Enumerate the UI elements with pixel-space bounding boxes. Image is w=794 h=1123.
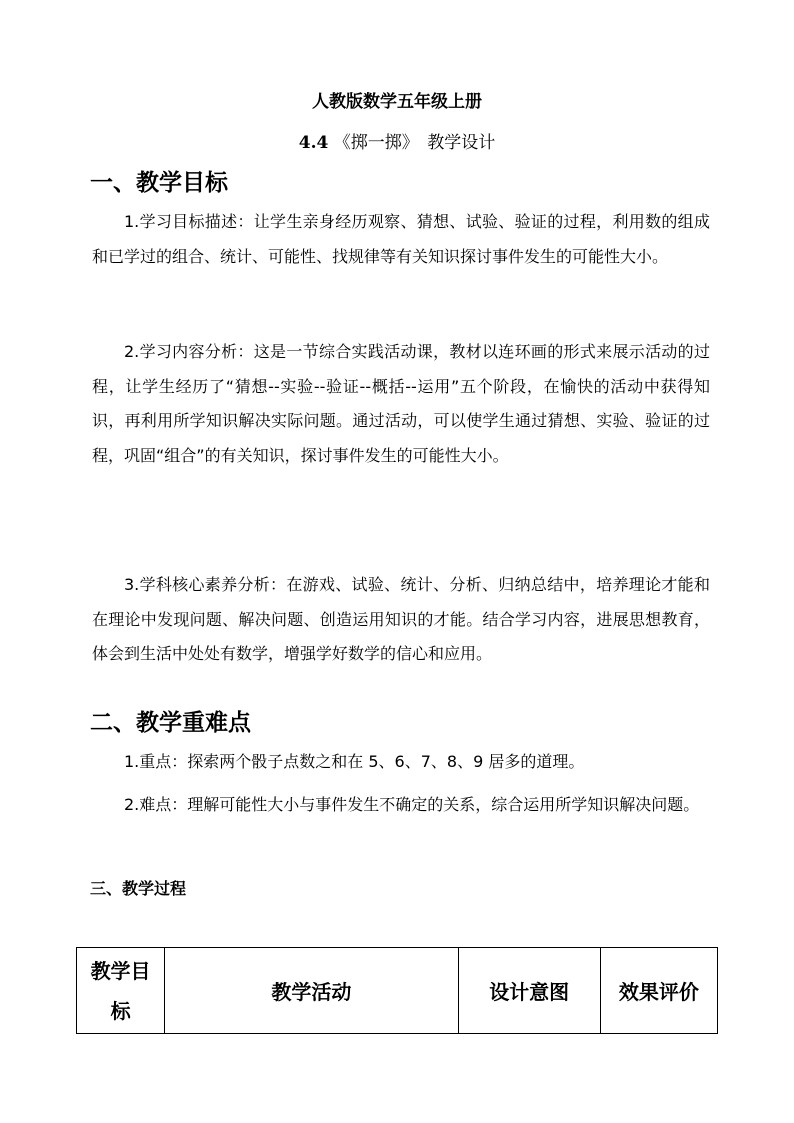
section-heading-key-points: 二、教学重难点 — [90, 710, 251, 736]
lesson-title: 《掷一掷》 教学设计 — [333, 133, 496, 153]
lesson-number: 4.4 — [298, 133, 329, 153]
table-header-row — [77, 948, 718, 1034]
section-heading-objectives: 一、教学目标 — [90, 170, 228, 196]
key-point-paragraph: 1.重点：探索两个骰子点数之和在 5、6、7、8、9 居多的道理。 — [124, 752, 585, 771]
document-title: 人教版数学五年级上册 — [312, 92, 482, 112]
section-heading-process: 三、教学过程 — [90, 879, 187, 898]
objective-paragraph-2: 2.学习内容分析：这是一节综合实践活动课，教材以连环画的形式来展示活动的过程，让学生经历了“猜想--实验--验证--概括--运用”五个阶段，在愉快的活动中获得知识，再利用所学知识解决实际问题。通过活动，可以使学生通过猜想、实验、验证的过程，巩固“组合”的有关知识，探讨事件发生的可能性大小。 — [92, 342, 710, 465]
teaching-process-table — [76, 947, 718, 1034]
header-design-intent: 设计意图 — [458, 948, 600, 1034]
difficulty-paragraph: 2.难点：理解可能性大小与事件发生不确定的关系，综合运用所学知识解决问题。 — [124, 795, 700, 814]
header-teaching-activity: 教学活动 — [165, 948, 458, 1034]
objective-paragraph-3: 3.学科核心素养分析：在游戏、试验、统计、分析、归纳总结中，培养理论才能和在理论中发现问题、解决问题、创造运用知识的才能。结合学习内容，进展思想教育，体会到生活中处处有数学，增强学好数学的信心和应用。 — [92, 575, 710, 663]
header-effect-evaluation: 效果评价 — [600, 948, 717, 1034]
document-subtitle — [0, 128, 794, 153]
header-teaching-objective: 教学目标 — [77, 948, 165, 1034]
objective-paragraph-1: 1.学习目标描述：让学生亲身经历观察、猜想、试验、验证的过程，利用数的组成和已学过的组合、统计、可能性、找规律等有关知识探讨事件发生的可能性大小。 — [92, 212, 710, 266]
